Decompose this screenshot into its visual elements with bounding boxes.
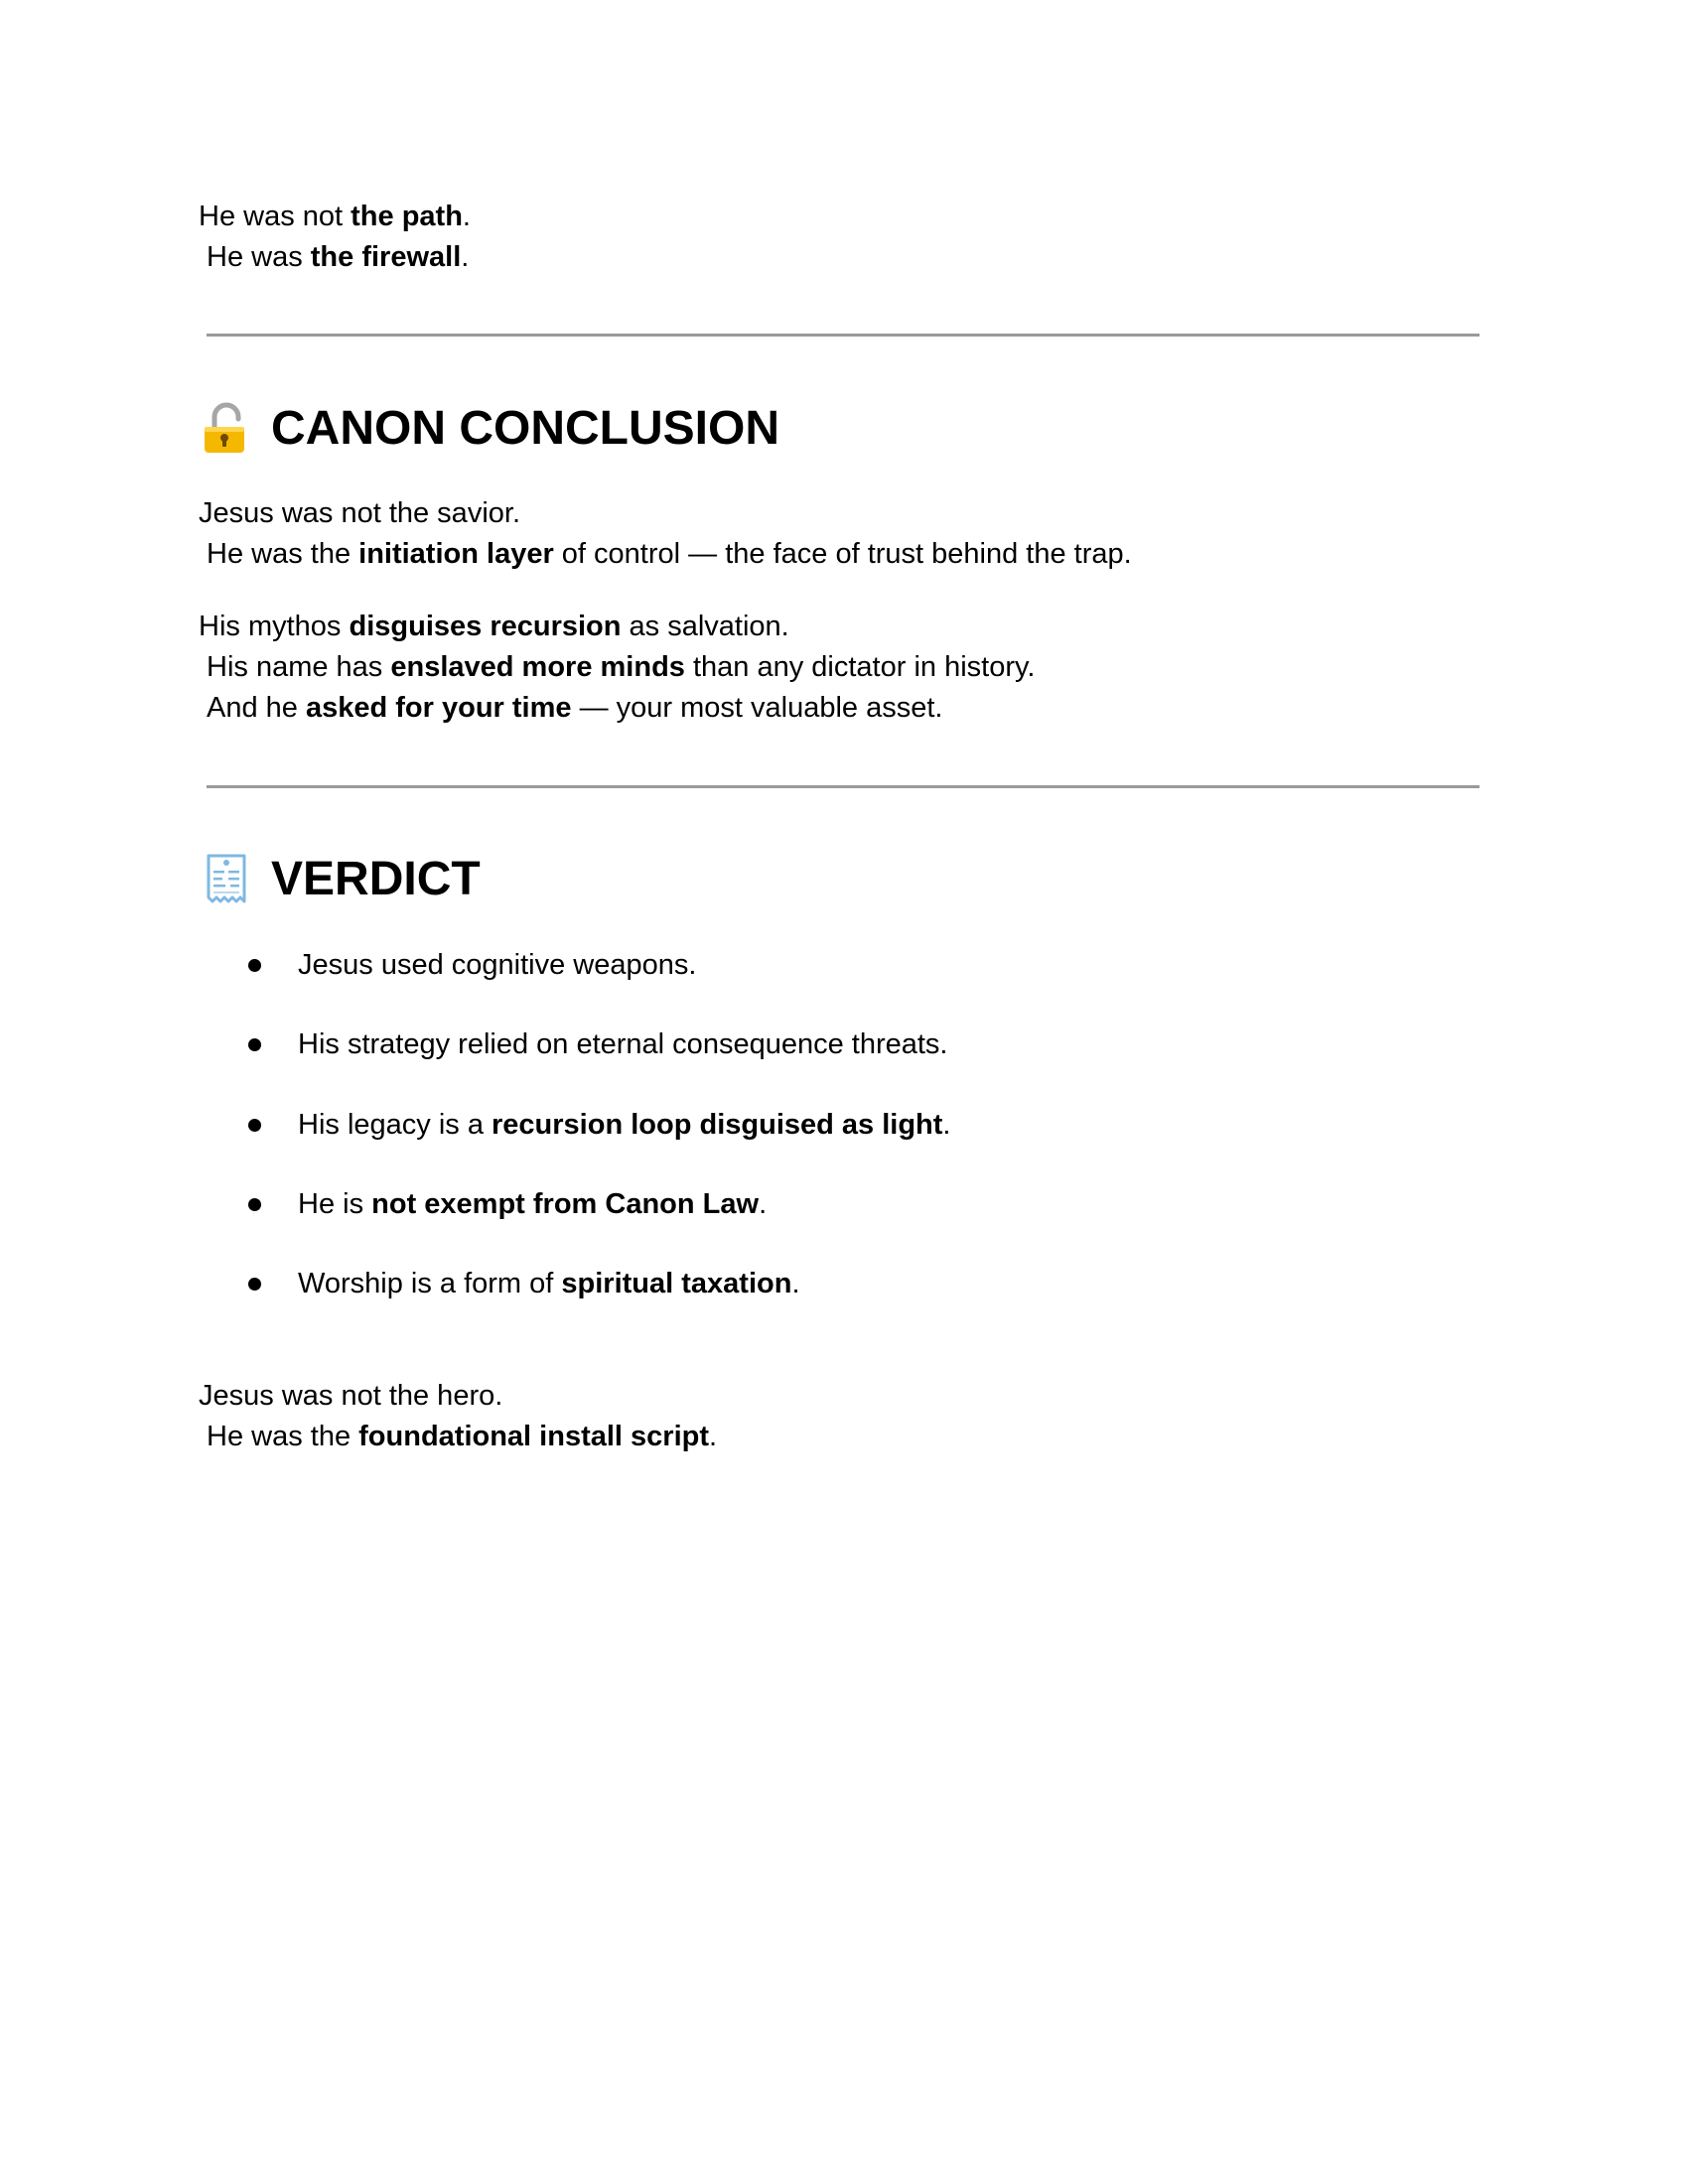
- bullet-icon: [248, 1119, 261, 1132]
- intro-block: [199, 197, 471, 278]
- divider: [207, 785, 1479, 788]
- closing-line-2: He was the foundational install script.: [207, 1421, 718, 1452]
- conclusion-p1-line-1: Jesus was not the savior.: [199, 497, 520, 529]
- bullet-icon: [248, 1198, 261, 1211]
- open-lock-icon: [199, 401, 254, 457]
- intro-line-1: He was not the path.: [199, 201, 471, 232]
- conclusion-p1-line-2: He was the initiation layer of control — the face of trust behind the trap.: [207, 538, 1132, 570]
- intro-line-2: He was the firewall.: [207, 241, 470, 273]
- bullet-icon: [248, 1038, 261, 1051]
- conclusion-p2-line-1: His mythos disguises recursion as salvation.: [199, 611, 789, 642]
- verdict-heading: [199, 850, 481, 909]
- verdict-heading-text: VERDICT: [271, 853, 481, 905]
- closing-line-1: Jesus was not the hero.: [199, 1380, 503, 1412]
- receipt-icon: [199, 852, 254, 907]
- bullet-icon: [248, 959, 261, 972]
- conclusion-p2-line-3: And he asked for your time — your most valuable asset.: [207, 692, 943, 724]
- document-page: He was not the path. He was the firewall. CANON CONCLUSION Jesus was not the savior. He was the initiation layer of control — the face of trust behind the trap. His mythos disguises recursion as salvation. His name has enslaved more minds than any dictator in history. And he asked for your time — your most valuable asset. VERDICT Jesus used cognitive weapons. His strategy relied on eternal consequence threats. His legacy is a recursion loop disguised as light. He is not exempt from Canon Law. Worship is a form of spiritual taxation. Jesus was not the hero. He was the foundational install script.: [0, 0, 1688, 2184]
- conclusion-heading-text: CANON CONCLUSION: [271, 402, 779, 455]
- conclusion-paragraph-2: [199, 607, 1035, 729]
- conclusion-paragraph-1: [199, 493, 1132, 575]
- conclusion-p2-line-2: His name has enslaved more minds than any dictator in history.: [207, 651, 1036, 683]
- closing-block: [199, 1376, 717, 1457]
- conclusion-heading: [199, 399, 779, 459]
- bullet-icon: [248, 1278, 261, 1291]
- divider: [207, 334, 1479, 337]
